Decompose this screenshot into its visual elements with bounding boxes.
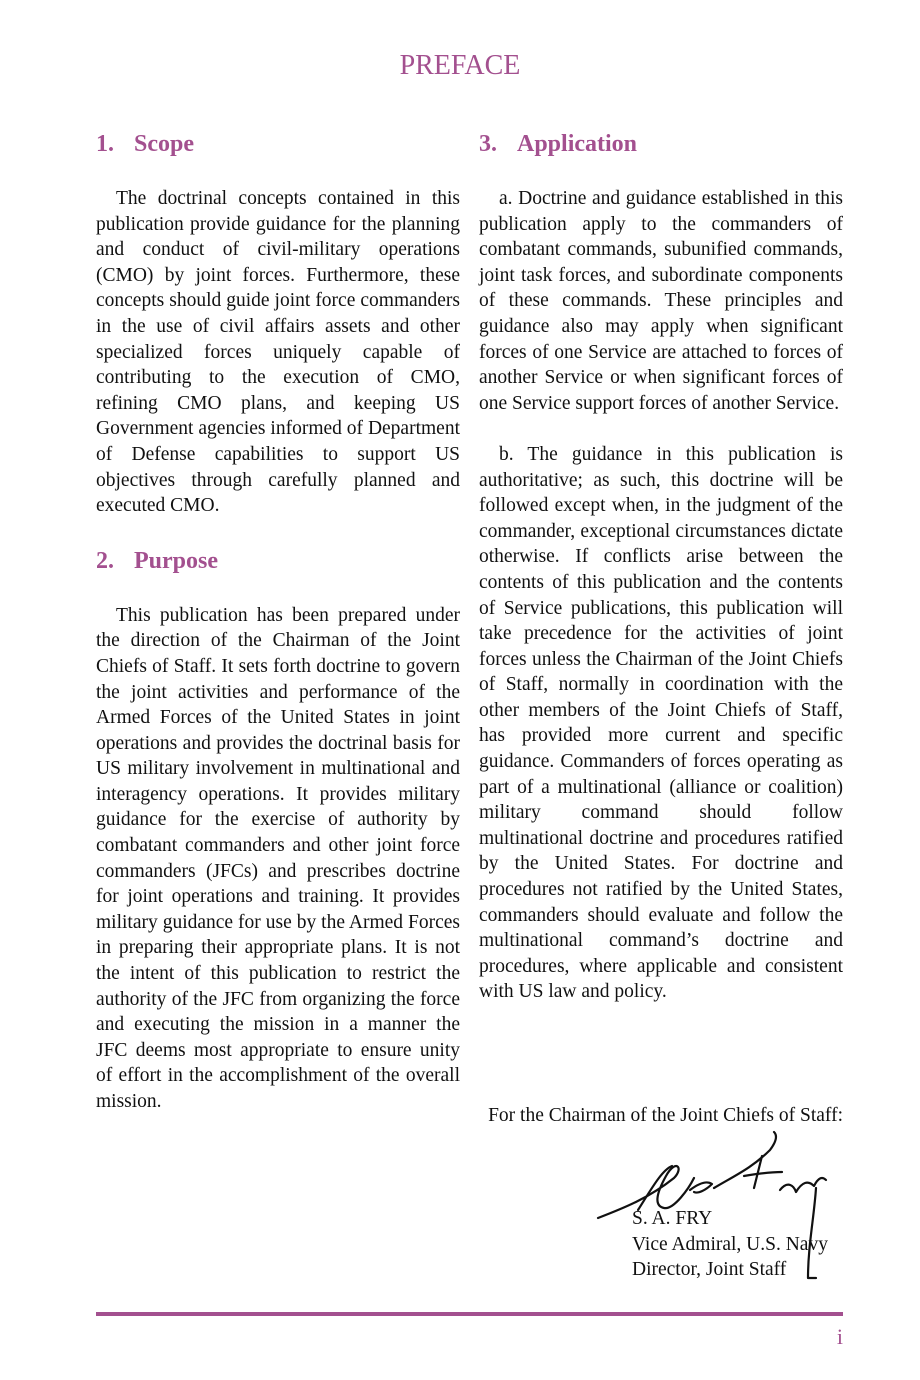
- closing-line: For the Chairman of the Joint Chiefs of Staff:: [488, 1105, 843, 1126]
- section-application-heading: [479, 128, 843, 160]
- section-number: 3.: [479, 131, 497, 157]
- application-paragraph-b: b. The guidance in this publication is authoritative; as such, this doctrine will be followed except when, in the judgment of the commander, exceptional circumstances dictate otherwise. If conflicts arise between the contents of this publication and the contents of Service publications, this publication will take precedence for the activities of joint forces unless the Chairman of the Joint Chiefs of Staff, normally in coordination with the other members of the Joint Chiefs of Staff, has provided more current and specific guidance. Commanders of forces operating as part of a multinational (alliance or coalition) military command should follow multinational doctrine and procedures ratified by the United States. For doctrine and procedures not ratified by the United States, commanders should evaluate and follow the multinational command’s doctrine and procedures, where applicable and consistent with US law and policy.: [479, 443, 843, 1003]
- application-paragraph-a: a. Doctrine and guidance established in this publication apply to the commanders of combatant commands, subunified commands, joint task forces, and subordinate components of these commands. These principles and guidance also may apply when significant forces of one Service are attached to forces of another Service or when significant forces of one Service support forces of another Service.: [479, 188, 843, 414]
- section-number: 1.: [96, 131, 114, 157]
- purpose-paragraph: This publication has been prepared under the direction of the Chairman of the Joint Chiefs of Staff. It sets forth doctrine to govern the joint activities and performance of the Armed Forces of the United States in joint operations and provides the doctrinal basis for US military involvement in multinational and interagency operations. It provides military guidance for the exercise of authority by combatant commanders and other joint force commanders (JFCs) and prescribes doctrine for joint operations and training. It provides military guidance for use by the Armed Forces in preparing their appropriate plans. It is not the intent of this publication to restrict the authority of the JFC from organizing the force and executing the mission in a manner the JFC deems most appropriate to ensure unity of effort in the accomplishment of the overall mission.: [96, 604, 460, 1112]
- right-column: [479, 128, 843, 1005]
- signer-title: Director, Joint Staff: [632, 1259, 787, 1281]
- signer-name: S. A. FRY: [632, 1208, 713, 1229]
- left-column: [96, 128, 460, 1115]
- section-number: 2.: [96, 547, 114, 574]
- page-title: PREFACE: [399, 50, 521, 81]
- section-title: Scope: [134, 131, 194, 157]
- scope-paragraph: The doctrinal concepts contained in this publication provide guidance for the planning and conduct of civil-military operations (CMO) by joint forces. Furthermore, these concepts should guide joint force commanders in the use of civil affairs assets and other specialized forces uniquely capable of contributing to the execution of CMO, refining CMO plans, and keeping US Government agencies informed of Department of Defense capabilities to support US objectives through carefully planned and executed CMO.: [96, 188, 460, 517]
- footer-rule: [96, 1312, 843, 1316]
- signer-block: [632, 1206, 828, 1283]
- signer-rank: Vice Admiral, U.S. Navy: [632, 1233, 828, 1255]
- section-title: Purpose: [134, 547, 218, 574]
- section-title: Application: [517, 131, 638, 157]
- page-number: i: [836, 1324, 843, 1349]
- section-scope-heading: [96, 128, 460, 160]
- section-purpose-heading: [96, 545, 460, 577]
